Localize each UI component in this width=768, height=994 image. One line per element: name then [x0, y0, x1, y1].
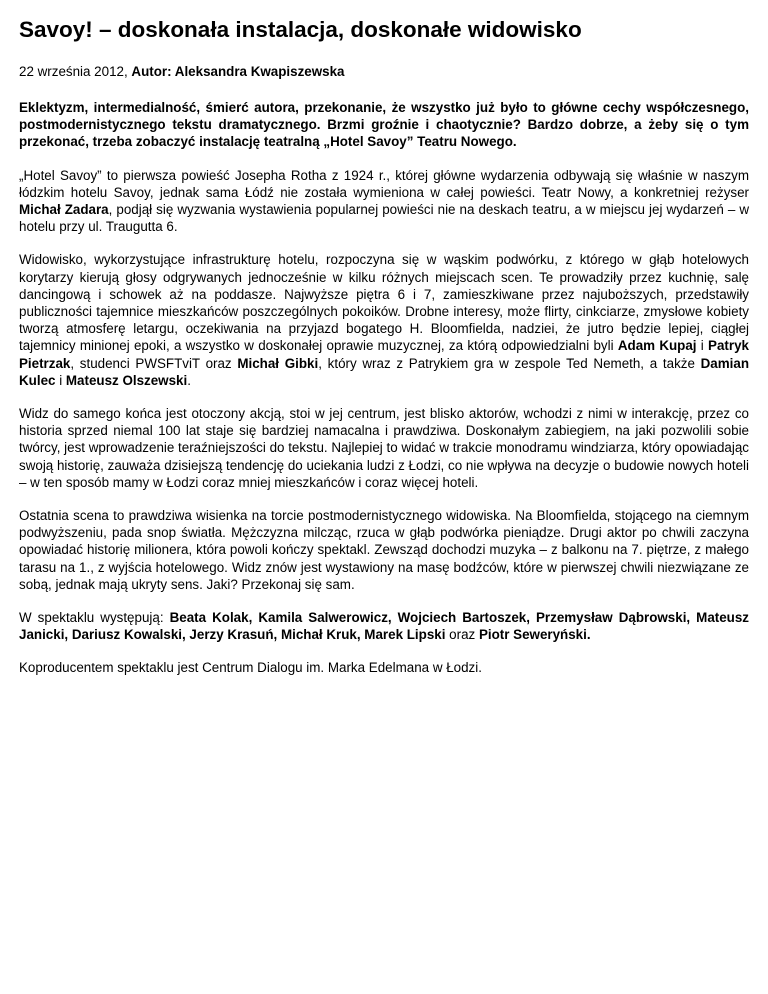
text-span: W spektaklu występują: — [19, 610, 170, 626]
musician-name: Patryk Pietrzak — [19, 338, 749, 371]
musician-name: Mateusz Olszewski — [65, 372, 188, 388]
text-span: Widowisko, wykorzystujące infrastrukturę hotelu, rozpoczyna się w wąskim podwórku, z którego w głąb hotelowych korytarzy kierują głosy odgrywanych jednocześnie w kilku różnych miejscach scen. Te prowadziły przez kuchnię, salę dancingową i schowek aż na poddasze. Najwyższe piętra 6 i 7, zamieszkiwane przez najuboższych, przedstawiły publiczności tajemnice mieszkańców poszczególnych pokoików. Drobne interesy, może flirty, cinkciarze, zmysłowe kobiety tworzą atmosferę letargu, oczekiwania na przyjazd bogatego H. Bloomfielda, nadziei, że jutro będzie lepiej, ciągłej tajemnicy minionej epoki, a wszystko w doskonałej oprawie muzycznej, za którą odpowiedzialni byli — [19, 252, 749, 354]
musician-name: Damian Kulec — [19, 355, 749, 388]
text-span: „Hotel Savoy” to pierwsza powieść Josepha Rotha z 1924 r., której główne wydarzenia odbywają się właśnie w naszym łódzkim hotelu Savoy, jednak sama Łódź nie została wymieniona w całej powieści. Teatr Nowy, a konkretniej reżyser — [19, 167, 749, 200]
lead-paragraph: Eklektyzm, intermedialność, śmierć autora, przekonanie, że wszystko już było to główne cechy współczesnego, postmodernistycznego tekstu dramatycznego. Brzmi groźnie i chaotycznie? Bardzo dobrze, a żeby się o tym przekonać, trzeba zobaczyć instalację teatralną „Hotel Savoy” Teatru Nowego. — [19, 100, 749, 150]
author: Autor: Aleksandra Kwapiszewska — [131, 64, 345, 79]
byline — [19, 63, 749, 80]
musician-name: Michał Gibki — [237, 355, 319, 371]
paragraph-3: Widz do samego końca jest otoczony akcją, stoi w jej centrum, jest blisko aktorów, wchodzi z nimi w interakcję, przez co historia sprzed niemal 100 lat staje się bardziej namacalna i prawdziwa. Doskonałym zabiegiem, na jaki pozwolili sobie twórcy, jest wprowadzenie teraźniejszości do tekstu. Najlepiej to widać w trakcie monodramu windziarza, który opowiadając swoją historię, zauważa dzisiejszą tendencję do uciekania ludzi z Łodzi, co nie wpływa na decyzje o budowie nowych hoteli – w ten sposób mamy w Łodzi coraz mniej mieszkańców i coraz więcej hoteli. — [19, 406, 749, 490]
publish-date: 22 września 2012, — [19, 64, 132, 79]
text-span: . — [187, 372, 191, 388]
paragraph-1 — [19, 167, 749, 236]
paragraph-4: Ostatnia scena to prawdziwa wisienka na torcie postmodernistycznego widowiska. Na Bloomfielda, stojącego na ciemnym podwyższeniu, pada snop światła. Mężczyzna milcząc, rzuca w głąb podwórka pieniądze. Drugi aktor po chwili zaczyna opowiadać historię milionera, która powoli kończy spektakl. Zewsząd dochodzi muzyka – z balkonu na 7. piętrze, z małego tarasu na 1., z wyjścia hotelowego. Widz znów jest wystawiony na masę bodźców, które w pierwszej chwili niezwiązane ze sobą, jednak mają ukryty sens. Jaki? Przekonaj się sam. — [19, 508, 749, 592]
text-span: , studenci PWSFTviT oraz — [70, 355, 238, 371]
page-title: Savoy! – doskonała instalacja, doskonałe widowisko — [19, 17, 582, 42]
text-span: i — [55, 372, 66, 388]
text-span: oraz — [445, 627, 479, 643]
cast-last: Piotr Seweryński. — [478, 627, 591, 643]
text-span: i — [696, 338, 709, 354]
director-name: Michał Zadara — [19, 202, 109, 218]
text-span: , który wraz z Patrykiem gra w zespole Ted Nemeth, a także — [318, 355, 701, 371]
cast-paragraph — [19, 609, 749, 643]
paragraph-2 — [19, 251, 749, 389]
musician-name: Adam Kupaj — [617, 338, 697, 354]
coproducer-paragraph: Koproducentem spektaklu jest Centrum Dialogu im. Marka Edelmana w Łodzi. — [19, 660, 482, 676]
text-span: , podjął się wyzwania wystawienia popularnej powieści nie na deskach teatru, a w miejscu jej wydarzeń – w hotelu przy ul. Traugutta 6. — [19, 202, 749, 235]
cast-list: Beata Kolak, Kamila Salwerowicz, Wojciech Bartoszek, Przemysław Dąbrowski, Mateusz Janicki, Dariusz Kowalski, Jerzy Krasuń, Michał Kruk, Marek Lipski — [19, 610, 749, 643]
